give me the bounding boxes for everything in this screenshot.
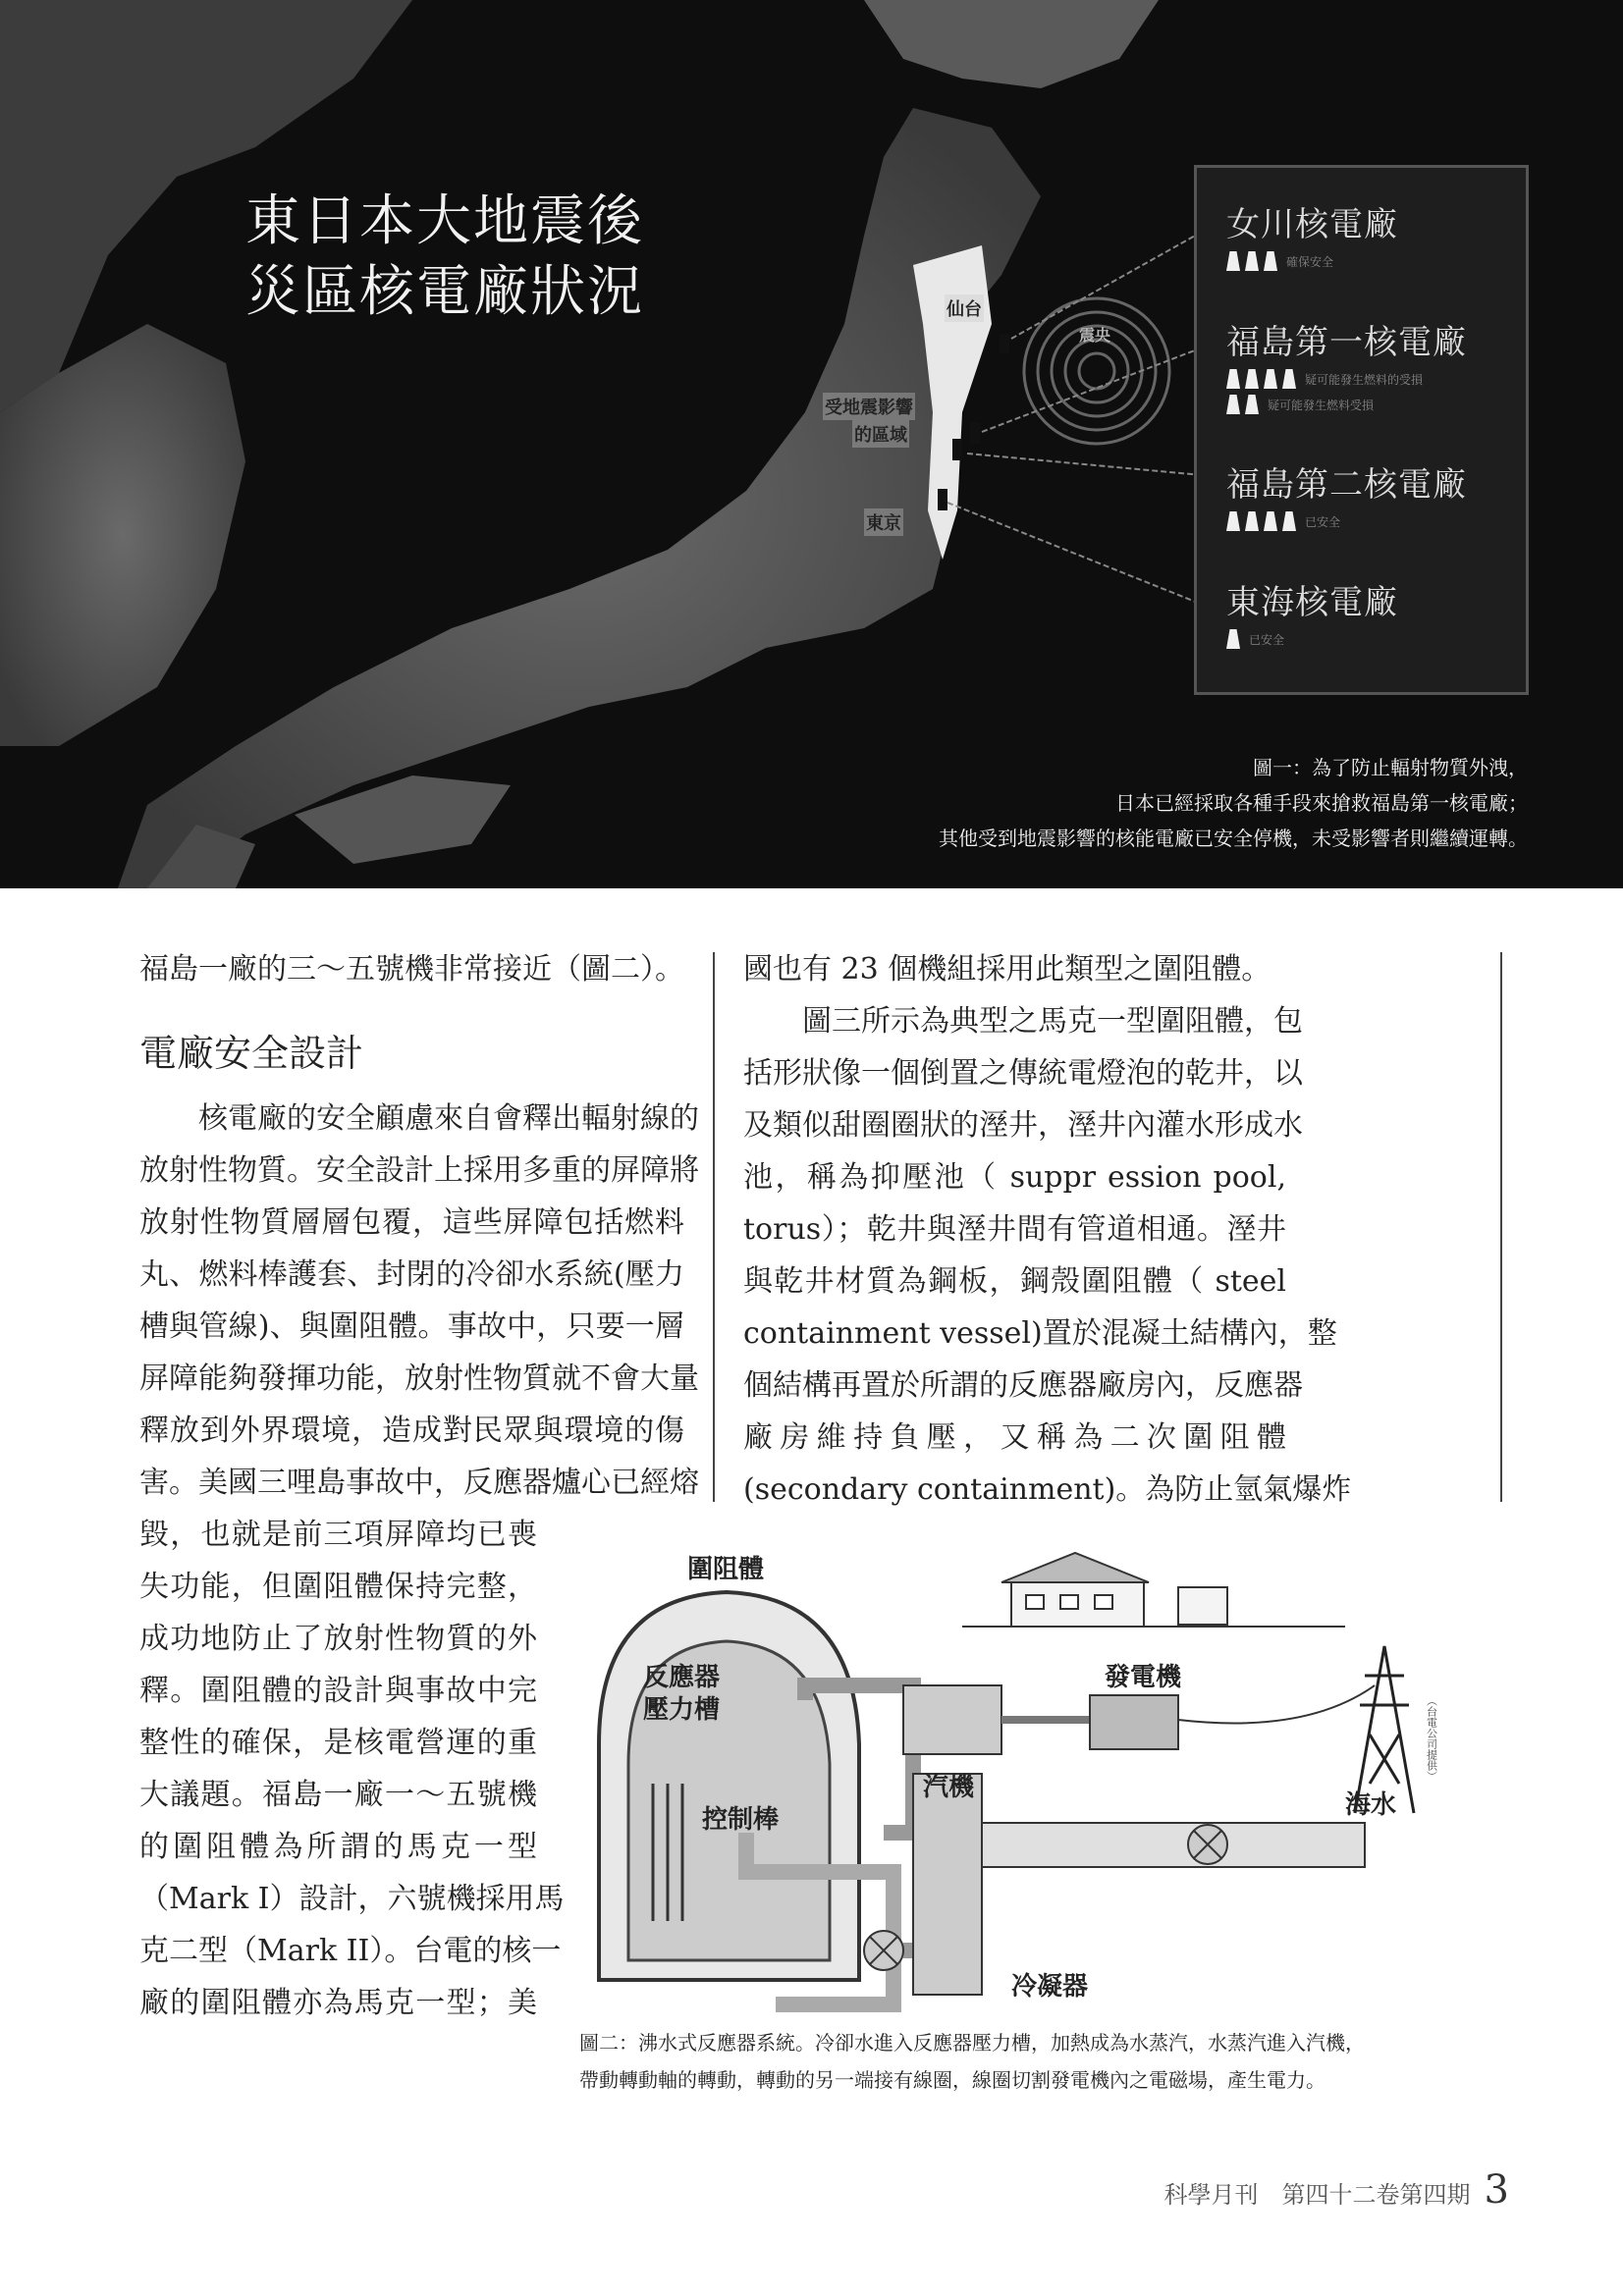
text-line: 放射性物質層層包覆，這些屏障包括燃料 (139, 1205, 684, 1240)
label-control-rod: 控制棒 (702, 1805, 780, 1835)
reactor-unit-icon (1245, 369, 1259, 389)
text-line: 害。美國三哩島事故中，反應器爐心已經熔 (139, 1466, 699, 1500)
text-line: (secondary containment)。為防止氫氣爆炸 (743, 1472, 1352, 1507)
status-row (1226, 511, 1467, 531)
title-line: 災區核電廠狀況 (245, 260, 644, 324)
column-divider (713, 952, 715, 1502)
map-label-tokyo: 東京 (864, 508, 903, 536)
text-line: 圖三所示為典型之馬克一型圍阻體，包 (743, 1004, 1303, 1039)
text-line: 括形狀像一個倒置之傳統電燈泡的乾井，以 (743, 1056, 1303, 1091)
status-text: 確保安全 (1286, 254, 1334, 269)
reactor-unit-icon (1226, 251, 1240, 271)
text-line: 放射性物質。安全設計上採用多重的屏障將 (139, 1153, 699, 1188)
page-number: 3 (1484, 2167, 1509, 2213)
label-condenser: 冷凝器 (1011, 1972, 1089, 2002)
right-column-body (743, 943, 1352, 1516)
text-line: 整性的確保，是核電營運的重 (139, 1726, 537, 1760)
text-line: 丸、燃料棒護套、封閉的冷卻水系統(壓力 (139, 1257, 684, 1292)
reactor-unit-icon (1226, 629, 1240, 649)
status-row (1226, 395, 1467, 414)
generator (1090, 1695, 1178, 1749)
text-line: 個結構再置於所謂的反應器廠房內，反應器 (743, 1368, 1303, 1403)
status-text: 疑可能發生燃料受損 (1268, 398, 1375, 412)
status-row (1226, 629, 1398, 649)
status-text: 疑可能發生燃料的受損 (1305, 372, 1424, 387)
text-line: 屏障能夠發揮功能，放射性物質就不會大量 (139, 1362, 699, 1396)
reactor-unit-icon (1245, 511, 1259, 531)
plant-name: 女川核電廠 (1226, 205, 1398, 244)
text-line: torus）；乾井與溼井間有管道相通。溼井 (743, 1212, 1286, 1247)
label-turbine: 汽機 (923, 1773, 975, 1802)
map-label-epicenter: 震央 (1079, 326, 1111, 345)
map-label-affected-area: 受地震影響 (823, 393, 915, 420)
figure1-title (245, 187, 644, 328)
status-text: 已安全 (1305, 514, 1341, 529)
status-row (1226, 251, 1398, 271)
text-line: 廠房維持負壓，又稱為二次圍阻體 (743, 1420, 1286, 1455)
plant-onagawa (1226, 197, 1398, 271)
page-footer (1164, 2167, 1509, 2213)
text-line: 及類似甜圈圈狀的溼井，溼井內灌水形成水 (743, 1108, 1303, 1143)
caption-line: 帶動轉動軸的轉動，轉動的另一端接有線圈，線圈切割發電機內之電磁場，產生電力。 (579, 2068, 1325, 2092)
condenser (913, 1774, 982, 1995)
plant-status-legend (1194, 165, 1529, 695)
section-heading: 電廠安全設計 (139, 1032, 364, 1075)
text-line: 池，稱為抑壓池（ suppr ession pool, (743, 1160, 1286, 1195)
figure1-map-image (0, 0, 1623, 888)
text-line: 廠的圍阻體亦為馬克一型；美 (139, 1986, 537, 2020)
text-line: 核電廠的安全顧慮來自會釋出輻射線的 (139, 1101, 699, 1136)
reactor-unit-icon (1226, 511, 1240, 531)
left-column-body (139, 1093, 699, 1509)
status-row (1226, 369, 1467, 389)
bwr-system-diagram (579, 1538, 1443, 2024)
map-label-sendai: 仙台 (945, 294, 984, 322)
reactor-unit-icon (1282, 369, 1296, 389)
label-pressure-vessel-2: 壓力槽 (643, 1695, 721, 1725)
plant-fukushima-daini (1226, 457, 1467, 531)
caption-line: 圖一：為了防止輻射物質外洩， (1253, 756, 1528, 779)
turbine (903, 1685, 1001, 1754)
text-line: 失功能，但圍阻體保持完整， (139, 1570, 537, 1604)
plant-name: 福島第二核電廠 (1226, 465, 1467, 505)
reactor-unit-icon (1264, 511, 1277, 531)
text-line: （Mark I）設計，六號機採用馬 (139, 1882, 565, 1916)
text-line: 成功地防止了放射性物質的外 (139, 1622, 537, 1656)
plant-name: 東海核電廠 (1226, 583, 1398, 622)
text-line: 與乾井材質為鋼板，鋼殼圍阻體（ steel (743, 1264, 1286, 1299)
text-line: 的圍阻體為所謂的馬克一型 (139, 1830, 537, 1864)
figure2-caption (579, 2024, 1365, 2099)
power-building (962, 1553, 1345, 1627)
reactor-unit-icon (1282, 511, 1296, 531)
plant-name: 福島第一核電廠 (1226, 323, 1467, 362)
reactor-unit-icon (1264, 369, 1277, 389)
text-line: containment vessel)置於混凝土結構內，整 (743, 1316, 1337, 1351)
reactor-unit-icon (1245, 395, 1259, 414)
text-line: 釋。圍阻體的設計與事故中完 (139, 1674, 537, 1708)
reactor-unit-icon (1226, 369, 1240, 389)
text-line: 槽與管線)、與圍阻體。事故中，只要一層 (139, 1309, 684, 1344)
text-line: 克二型（Mark II）。台電的核一 (139, 1934, 562, 1968)
status-text: 已安全 (1249, 632, 1285, 647)
label-seawater: 海水 (1345, 1790, 1397, 1820)
label-pressure-vessel: 反應器 (643, 1663, 721, 1692)
figure1-caption (939, 750, 1528, 856)
caption-line: 其他受到地震影響的核能電廠已安全停機，未受影響者則繼續運轉。 (939, 827, 1528, 850)
left-column-wrap (139, 1509, 565, 2029)
text-line: 釋放到外界環境，造成對民眾與環境的傷 (139, 1414, 684, 1448)
journal-issue: 科學月刊 第四十二卷第四期 (1163, 2181, 1471, 2209)
text-line: 福島一廠的三～五號機非常接近（圖二）。 (139, 952, 684, 987)
reactor-unit-icon (1245, 251, 1259, 271)
plant-tokai (1226, 575, 1398, 649)
plant-fukushima-daiichi (1226, 315, 1467, 414)
caption-line: 圖二：沸水式反應器系統。冷卻水進入反應器壓力槽，加熱成為水蒸汽，水蒸汽進入汽機， (579, 2031, 1365, 2055)
label-generator: 發電機 (1105, 1663, 1182, 1692)
transmission-tower (1355, 1646, 1414, 1813)
label-containment: 圍阻體 (687, 1555, 765, 1584)
left-column-intro (139, 943, 684, 995)
text-line: 毀，也就是前三項屏障均已喪 (139, 1518, 537, 1552)
reactor-unit-icon (1264, 251, 1277, 271)
title-line: 東日本大地震後 (245, 189, 644, 253)
reactor-unit-icon (1226, 395, 1240, 414)
map-label-affected-area-2: 的區域 (852, 420, 909, 448)
text-line: 國也有 23 個機組採用此類型之圍阻體。 (743, 952, 1271, 987)
right-margin-rule (1500, 952, 1502, 1502)
label-image-source: （台電公司提供） (1425, 1695, 1438, 1782)
caption-line: 日本已經採取各種手段來搶救福島第一核電廠； (1115, 791, 1528, 815)
text-line: 大議題。福島一廠一～五號機 (139, 1778, 537, 1812)
